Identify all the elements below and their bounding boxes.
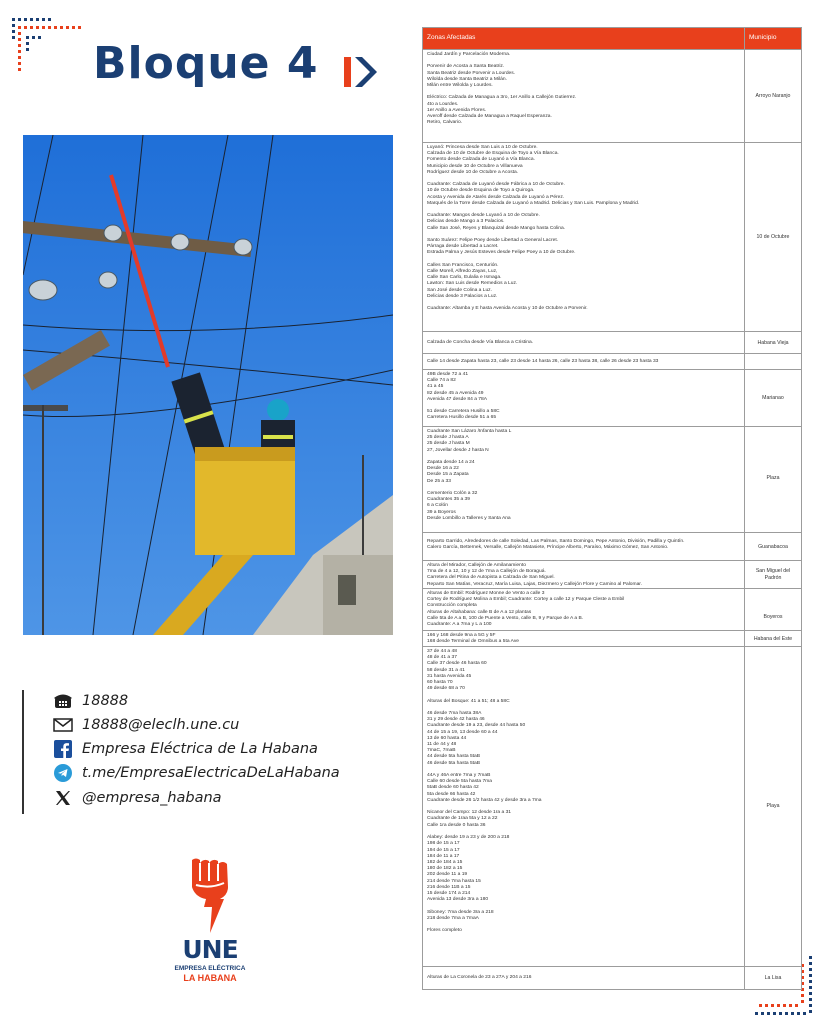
- municipality-cell: Habana Vieja: [757, 340, 789, 346]
- municipality-cell: Arroyo Naranjo: [755, 93, 791, 99]
- zones-cell: Altura del Mirador, Callejón de Amilanamiento 7ma de 4 a 12, 10 y 12 de 7ma a Callejón de Boraguá. Carretera del Pitina de Autopista a Calzada de San Miguel. Reparto San Matías, Veracruz, María Luisa, Lajas, Diezmero y Callejón Flore y Camino al Palomar.: [427, 563, 643, 587]
- contact-text: 18888: [82, 693, 129, 709]
- table-row: [423, 630, 801, 646]
- linemen-photo: [23, 135, 393, 635]
- zones-cell: Calle 14 desde Zapata hasta 23, calle 23 desde 14 hasta 26, calle 23 hasta 38, calle 26 desde 23 hasta 33: [427, 359, 659, 364]
- zones-cell: Reparto Garrido, Alrededores de calle Soledad, Las Palmas, Santo Domingo, Pepe Antonio, División, Padilla y Quintín. Calero García, Betternek, Versalle, Callejón Matasiete, Príncipe Alberto, Paraíso, Máximo Gómez, San Antonio.: [427, 539, 685, 551]
- logo-acronym: UNE: [182, 935, 238, 964]
- table-row: [423, 588, 801, 630]
- table-row: [423, 49, 801, 142]
- municipality-cell: La Lisa: [764, 975, 782, 981]
- header-municipality: Municipio: [749, 34, 777, 41]
- contact-phone[interactable]: [52, 690, 128, 712]
- municipality-cell: 10 de Octubre: [756, 234, 790, 240]
- municipality-cell: Habana del Este: [753, 636, 793, 642]
- une-logo: [170, 855, 250, 990]
- table-row: [423, 369, 801, 426]
- contact-telegram[interactable]: [52, 762, 340, 784]
- contact-list: [22, 690, 404, 814]
- header-zones: Zonas Afectadas: [427, 34, 476, 41]
- municipality-cell: Playa: [766, 803, 780, 809]
- phone-icon: [52, 691, 74, 711]
- table-row: [423, 560, 801, 588]
- mail-icon: [52, 715, 74, 735]
- contact-text: Empresa Eléctrica de La Habana: [82, 741, 318, 757]
- table-row: [423, 353, 801, 369]
- x-icon: [52, 788, 74, 808]
- municipality-cell: Marianao: [762, 395, 784, 401]
- table-row: [423, 426, 801, 532]
- zones-cell: Ciudad Jardín y Parcelación Moderna. Porvenir de Acosta a Santa Beatriz. Santa Beatriz desde Porvenir a Lourdes. Wilolda desde Santa Beatriz a Milán. Milán entre Wilolda y Lourdes. Eléctrico: Calzada de Managua a 3ro, 1er Anillo a Callejón Gutierrez. 4to a Lourdes. 1er Anillo a Avenida Flores. Averoff desde Calzada de Managua a Raquel Esperanza. Retiro, Calvario.: [427, 52, 577, 126]
- logo-line-1: EMPRESA ELÉCTRICA: [174, 965, 246, 972]
- zones-cell: 166 y 168 desde 9na a 5G y 5F 168 desde Terminal de Omnibus a 5ta Ave: [427, 633, 519, 645]
- contact-text: @empresa_habana: [82, 790, 222, 806]
- contact-text: 18888@eleclh.une.cu: [82, 717, 240, 733]
- play-arrow-icon: [344, 53, 384, 91]
- zones-cell: 37 de 44 a 48 48 de 41 a 37 Calle 37 desde 46 hasta 60 58 desde 31 a 41 31 hasta Avenida 45 60 hasta 70 49 desde 68 a 70 Alturas del Bosque: 41 a 51; 48 a 58C 46 desde 7ma hasta 38A 31 y 29 desde 42 hasta 46 Cuadrante desde 19 a 23, desde 44 hasta 50 44 de 15 a 19, 13 desde 60 a 44 13 de 60 hasta 44 11 de 44 y 48 7maC, 7maB 44 desde 5ta hasta 5taB 46 desde 5ta hasta 5taB 44A y 46A entre 7ma y 7maB Calle 60 desde 5ta hasta 7ma 5taB desde 60 hasta 42 5ta desde 66 hasta 42 Cuadrante desde 26 1/2 hasta 42 y desde 3ra a 7ma Nicanor del Campo: 12 desde 1ra a 31 Cuadrante de 1raa 5ta y 12 a 22 Calle 1ra desde 0 hasta 36 Alabey: desde 19 a 23 y de 200 a 218 198 de 15 a 17 194 de 15 a 17 184 de 11 a 17 182 de 184 a 15 180 de 182 a 15 202 desde 11 a 19 214 desde 7ma hasta 15 216 desde 11B a 15 15 desde 174 a 214 Avenida 13 desde 3ra a 180 Siboney: 7ma desde 3ra a 218 218 desde 7ma a 7maA Flores completo: [427, 649, 542, 934]
- municipality-cell: San Miguel del Padrón: [755, 568, 791, 581]
- municipality-cell: Guanabacoa: [758, 544, 788, 550]
- logo-line-2: LA HABANA: [183, 973, 237, 983]
- contact-x[interactable]: [52, 787, 222, 809]
- zones-cell: 49B desde 72 a 41 Calle 74 a 82 41 a 45 82 desde 45 a Avenida 49 Avenida 47 desde 84 a 78A 51 desde Carretera Husillo a 58C Carretera Husillo desde 51 a 65: [427, 372, 500, 421]
- zones-cell: Calzada de Concha desde Vía Blanca a Cristina.: [427, 340, 534, 345]
- table-row: [423, 646, 801, 966]
- zones-cell: Alturas de Embil: Rodríguez Monne de Vento a calle 3 Cortey de Rodríguez Molina a Embil; Cuadrante: Cortey a calle 12 y Parque Cleste a Embil Construcción completa Alturas de Altahabana: calle B de A a 12 plantas Calle 5ta de A a B, 100 de Puente a Vento, calle B, 9 y Parque de A a B. Cuadrante: A a 7ma y L a 100: [427, 591, 625, 628]
- fist-lightning-icon: [170, 855, 250, 935]
- table-row: [423, 331, 801, 353]
- page-title: Bloque 4: [93, 38, 319, 89]
- table-row: [423, 966, 801, 989]
- zones-cell: Alturas de La Coronela de 23 a 27A y 204 a 216: [427, 975, 532, 980]
- affected-zones-table: [422, 27, 802, 990]
- zones-cell: Luyanó: Princesa desde San Luis a 10 de Octubre. Calzada de 10 de Octubre de Esquina de Toyo a Vía Blanca. Fomento desde Calzada de Luyanó a Vía Blanca. Municipio desde 10 de Octubre a Villanueva Rodríguez desde 10 de Octubre a Acosta. Cuadrante: Calzada de Luyanó desde Fábrica a 10 de Octubre. 10 de Octubre desde Esquina de Toyo a Quiroga. Acosta y Avenida de Atarés desde Calzada de Luyanó a Pérez. Marqués de la Torre desde Calzada de Luyanó a Madrid. Delicias y San Luis. Pamplona y Madrid. Cuadrante: Mangos desde Luyanó a 10 de Octubre. Delicias desde Mango a 3 Palacios. Calle San José, Reyes y Blanquizal desde Mango hasta Colina. Santo Suárez: Felipe Poey desde Libertad a General Lacret. Párraga desde Libertad a Lacret. Estrada Palma y Jesús Esteves desde Felipe Poey a 10 de Octubre. Calles San Francisco, Centurión. Calle Morell, Alfredo Zayas, Luz, Calle San Carlo, Eulalia e Ismaga. Lawton: San Luis desde Remedios a Luz. San José desde Colina a Luz. Delicias desde 3 Palacios a Luz. Cuadrante: Altamba y E hasta Avenida Acosta y 10 de Octubre a Porvenir.: [427, 145, 640, 312]
- zones-cell: Cuadrante San Lázaro /Infanta hasta L 25 desde J hasta A 25 desde J hasta M 27, Jovellar desde J hasta N Zapata desde 14 a 24 Desde 16 a 22 Desde 15 a Zapata De 25 a 33 Cementerio Colón a 32 Cuadrantes 35 a 39 6 a Colón 39 a Boyeros Desde Lombillo a Talleres y Santa Ana: [427, 429, 512, 521]
- contact-text: t.me/EmpresaElectricaDeLaHabana: [82, 765, 340, 781]
- corner-decoration-top-left: [12, 18, 87, 76]
- table-row: [423, 532, 801, 560]
- table-row: [423, 142, 801, 331]
- contact-facebook[interactable]: [52, 738, 318, 760]
- municipality-cell: Boyeros: [763, 614, 783, 620]
- facebook-icon: [52, 739, 74, 759]
- municipality-cell: Plaza: [766, 475, 780, 481]
- telegram-icon: [52, 763, 74, 783]
- contact-email[interactable]: [52, 714, 239, 736]
